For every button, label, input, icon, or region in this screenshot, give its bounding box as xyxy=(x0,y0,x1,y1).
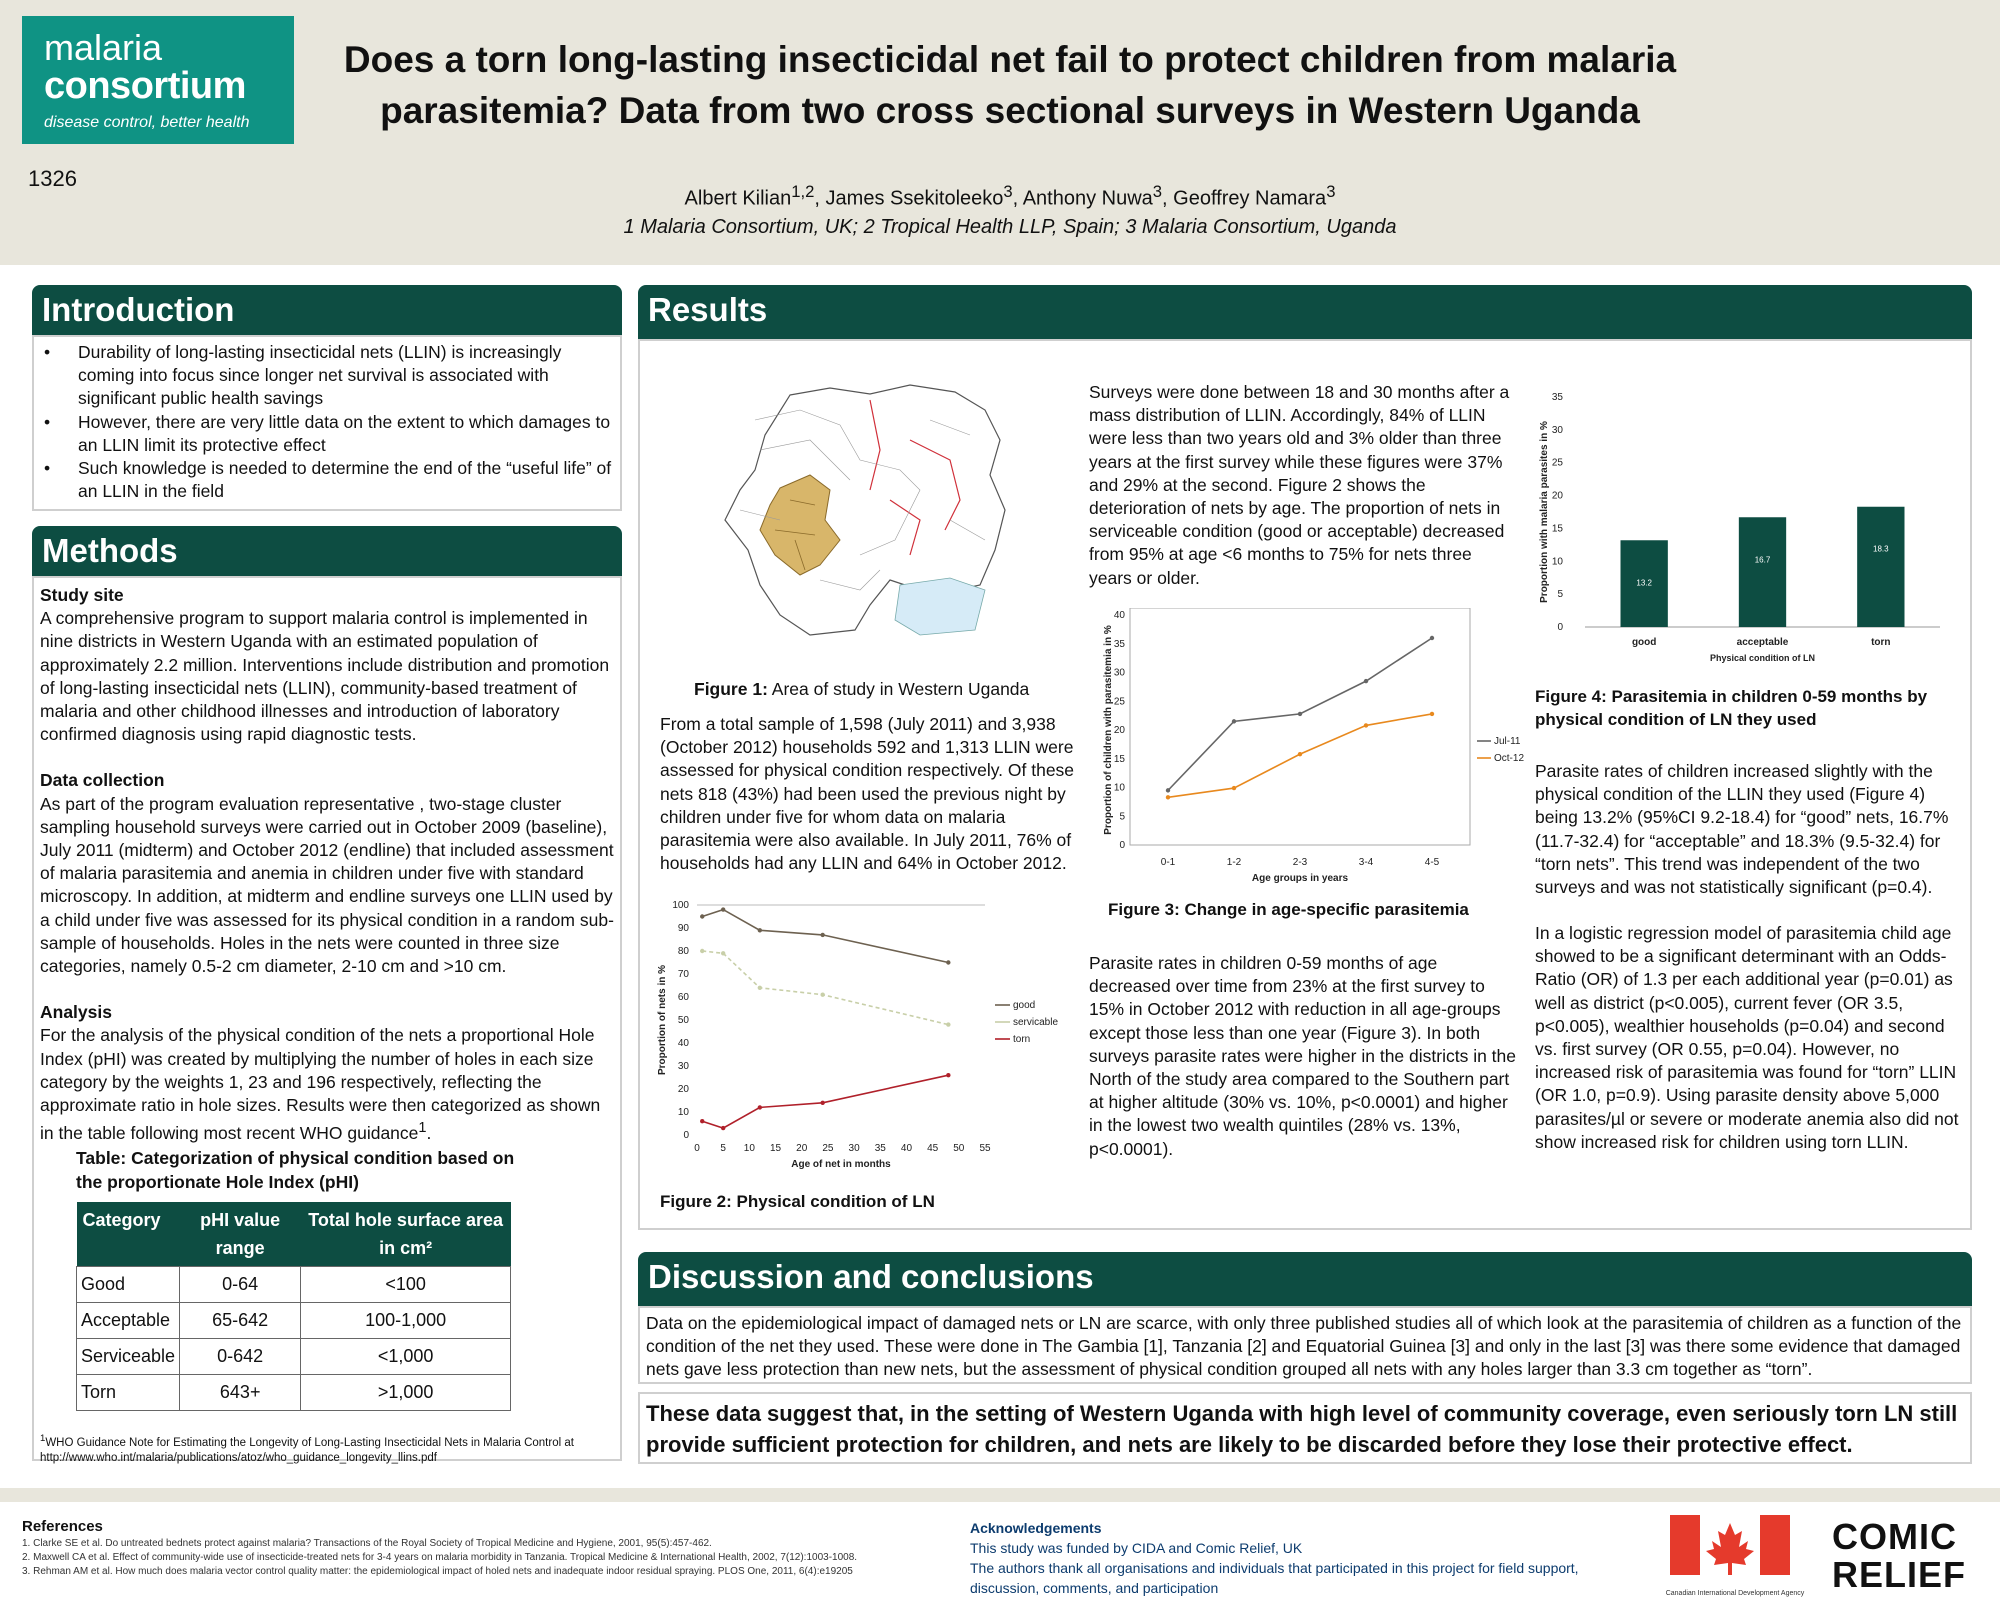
fig2-y-tick: 70 xyxy=(677,969,689,980)
discussion-text: Data on the epidemiological impact of damaged nets or LN are scarce, with only three published studies all of which look at the parasitemia of children as a function of the condition of the net they used. These were done in The Gambia [1], Tanzania [2] and Equatorial Guinea [3] and only in the last [3] was there some evidence that damaged nets gave less protection than new nets, but the assessment of physical condition grouped all nets with any holes larger than 3.3 cm together as “torn”. xyxy=(638,1306,1972,1384)
results-sample-text: From a total sample of 1,598 (July 2011) and 3,938 (October 2012) households 592 and 1,313 LLIN were assessed for physical condition respectively. Of these nets 818 (43%) had been used the previous night by children under five for whom data on malaria parasitemia were also available. In July 2011, 76% of households had any LLIN and 64% in October 2012. xyxy=(660,714,1075,874)
author-name: Albert Kilian xyxy=(684,187,792,210)
fig2-x-tick: 15 xyxy=(769,1143,782,1154)
data-collection-heading: Data collection xyxy=(40,770,165,791)
fig2-x-label: Age of net in months xyxy=(791,1159,891,1170)
figure2-chart xyxy=(650,890,1070,1175)
author-separator: , xyxy=(1012,187,1023,210)
introduction-bullet: • Such knowledge is needed to determine the end of the “useful life” of an LLIN in the field xyxy=(38,457,614,503)
author-name: Anthony Nuwa xyxy=(1022,187,1153,210)
author-affiliation-ref: 1,2 xyxy=(791,182,815,201)
fig4-data-label: 16.7 xyxy=(1754,555,1771,565)
comic-relief-line2: RELIEF xyxy=(1832,1554,1967,1595)
fig2-point-torn xyxy=(721,1126,725,1130)
fig2-x-tick: 25 xyxy=(822,1143,834,1154)
fig2-series-line-torn xyxy=(702,1075,948,1128)
fig2-point-torn xyxy=(700,1119,704,1123)
figure1-label: Figure 1: xyxy=(694,679,768,699)
introduction-bullet: • However, there are very little data on the extent to which damages to an LLIN limit its protective effect xyxy=(38,411,614,457)
fig2-series-line-servicable xyxy=(702,951,948,1025)
fig4-x-tick: acceptable xyxy=(1736,637,1789,648)
author-separator: , xyxy=(1162,187,1174,210)
fig2-x-tick: 5 xyxy=(720,1143,726,1154)
table-row xyxy=(77,1266,511,1302)
fig2-y-tick: 30 xyxy=(677,1061,689,1072)
introduction-heading: Introduction xyxy=(32,285,622,335)
canada-flag-icon xyxy=(1660,1515,1800,1585)
fig3-plot-frame xyxy=(1130,608,1470,845)
references-heading: References xyxy=(22,1518,103,1535)
acknowledgements-block xyxy=(970,1518,1650,1598)
author-affiliation-ref: 3 xyxy=(1326,182,1336,201)
fig4-x-tick: good xyxy=(1631,637,1657,648)
analysis-heading: Analysis xyxy=(40,1002,112,1023)
fig4-y-tick: 0 xyxy=(1557,622,1563,633)
categorization-table xyxy=(76,1202,511,1411)
table-cell: <1,000 xyxy=(301,1338,511,1374)
table-cell: 0-642 xyxy=(180,1338,301,1374)
fig3-point-Oct-12 xyxy=(1430,712,1434,716)
introduction-bullets xyxy=(38,341,614,503)
discussion-section xyxy=(638,1252,1972,1464)
fig3-y-tick: 30 xyxy=(1113,667,1125,679)
fig2-x-tick: 40 xyxy=(900,1143,913,1154)
fig2-y-tick: 80 xyxy=(677,946,689,957)
fig4-y-label: Proportion with malaria parasites in % xyxy=(1539,421,1550,603)
fig3-y-tick: 15 xyxy=(1113,753,1125,765)
fig4-data-label: 18.3 xyxy=(1873,544,1889,554)
table-cell: 643+ xyxy=(180,1374,301,1410)
reference-item: 3. Rehman AM et al. How much does malaria vector control quality matter: the epidemiological impact of holed nets and inadequate indoor residual spraying. PLOS One, 2011, 6(4):e19205 xyxy=(22,1566,853,1577)
fig3-x-label: Age groups in years xyxy=(1251,873,1349,884)
reference-list xyxy=(22,1537,972,1579)
fig3-y-tick: 0 xyxy=(1119,840,1125,851)
fig2-point-servicable xyxy=(700,949,704,953)
fig3-x-tick: 4-5 xyxy=(1424,857,1440,868)
fig2-point-servicable xyxy=(946,1022,950,1026)
fig2-point-servicable xyxy=(721,951,725,955)
fig2-x-tick: 55 xyxy=(979,1143,991,1154)
analysis-body: For the analysis of the physical condition of the nets a proportional Hole Index (pHI) was created by multiplying the number of holes in each size category by the weights 1, 23 and 196 respectively, reflecting the approximate ratio in hole sizes. Results were then categorized as shown in the table following most recent WHO guidance xyxy=(40,1025,601,1144)
conclusion-text: These data suggest that, in the setting of Western Uganda with high level of community coverage, even seriously torn LN still provide sufficient protection for children, and nets are likely to be discarded before they lose their protective effect. xyxy=(638,1392,1972,1464)
introduction-bullet: • Durability of long-lasting insecticidal nets (LLIN) is increasingly coming into focus since longer net survival is associated with significant public health savings xyxy=(38,341,614,411)
analysis-footnote-ref: 1 xyxy=(418,1120,427,1137)
author-affiliation-ref: 3 xyxy=(1152,182,1163,201)
fig4-y-tick: 25 xyxy=(1551,457,1563,469)
fig2-y-tick: 90 xyxy=(677,923,689,934)
fig3-point-Oct-12 xyxy=(1298,752,1302,756)
fig2-x-tick: 35 xyxy=(874,1143,886,1154)
data-collection-text: As part of the program evaluation representative , two-stage cluster sampling household surveys were carried out in October 2009 (baseline), July 2011 (midterm) and October 2012 (endline) that included assessment of malaria parasitemia and anemia in children under five with standard microscopy. In addition, at midterm and endline surveys one LLIN used by a child under five was assessed for its physical condition in a random sub-sample of households. Holes in the nets were counted in three size categories, namely 0.5-2 cm diameter, 2-10 cm and >10 cm. xyxy=(40,793,614,977)
fig3-point-Jul-11 xyxy=(1232,719,1236,723)
fig4-y-tick: 15 xyxy=(1551,523,1563,535)
fig4-data-label: 13.2 xyxy=(1636,578,1652,588)
fig2-series-line-good xyxy=(702,910,948,963)
table-cell: Serviceable xyxy=(77,1338,180,1374)
malaria-consortium-logo xyxy=(22,16,294,144)
author-name: James Ssekitoleeko xyxy=(825,187,1004,210)
fig2-y-tick: 50 xyxy=(677,1015,689,1026)
fig4-y-tick: 30 xyxy=(1551,424,1563,436)
fig2-point-servicable xyxy=(758,986,762,990)
author-list xyxy=(300,178,1720,213)
lake-victoria xyxy=(895,578,985,635)
footnote-marker: 1 xyxy=(40,1432,46,1444)
fig2-point-good xyxy=(758,928,762,932)
table-cell: 0-64 xyxy=(180,1266,301,1302)
introduction-section xyxy=(32,285,622,511)
fig3-x-tick: 1-2 xyxy=(1226,857,1242,868)
analysis-text: For the analysis of the physical condition of the nets a proportional Hole Index (pHI) was created by multiplying the number of holes in each size category by the weights 1, 23 and 196 respectively, reflecting the approximate ratio in hole sizes. Results were then categorized as shown in the table following most recent WHO guidance$^1$. xyxy=(40,1025,601,1144)
fig2-x-tick: 0 xyxy=(694,1143,700,1154)
fig2-point-torn xyxy=(758,1105,762,1109)
fig3-point-Jul-11 xyxy=(1298,712,1302,716)
fig3-point-Oct-12 xyxy=(1232,786,1236,790)
fig3-y-tick: 35 xyxy=(1113,638,1125,650)
figure1-caption xyxy=(694,679,1029,700)
title-line1: Does a torn long-lasting insecticidal net fail to protect children from malaria xyxy=(343,39,1677,80)
fig3-point-Jul-11 xyxy=(1166,788,1170,792)
table-cell: Torn xyxy=(77,1374,180,1410)
fig2-y-label: Proportion of nets in % xyxy=(657,965,668,1075)
fig3-y-tick: 40 xyxy=(1113,610,1125,621)
comic-relief-logo xyxy=(1832,1518,1982,1594)
results-surveys-text: Surveys were done between 18 and 30 months after a mass distribution of LLIN. Accordingly, 84% of LLIN were less than two years old and 3% older than three years at the first survey while these figures were 37% and 29% at the second. Figure 2 shows the deterioration of nets by age. The proportion of nets in serviceable condition (good or acceptable) decreased from 95% at age <6 months to 75% for nets three years or older. xyxy=(1089,382,1510,588)
logo-line1: malaria xyxy=(44,27,163,68)
comic-relief-line1: COMIC xyxy=(1832,1516,1957,1557)
authors-block xyxy=(300,178,1720,241)
title-line2: parasitemia? Data from two cross sectional surveys in Western Uganda xyxy=(380,90,1640,131)
fig3-point-Jul-11 xyxy=(1430,636,1434,640)
table-row xyxy=(77,1338,511,1374)
fig2-y-tick: 20 xyxy=(677,1084,689,1095)
author-affiliation-ref: 3 xyxy=(1003,182,1013,201)
author-name: Geoffrey Namara xyxy=(1173,187,1327,210)
fig3-point-Jul-11 xyxy=(1364,679,1368,683)
author-separator: , xyxy=(814,187,826,210)
table-cell: Good xyxy=(77,1266,180,1302)
fig3-x-tick: 2-3 xyxy=(1292,857,1308,868)
fig3-y-tick: 25 xyxy=(1113,696,1125,708)
table-cell: 100-1,000 xyxy=(301,1302,511,1338)
discussion-heading: Discussion and conclusions xyxy=(638,1252,1972,1306)
fig2-point-good xyxy=(946,960,950,964)
figure4-chart xyxy=(1535,385,1955,675)
fig4-x-label: Physical condition of LN xyxy=(1709,653,1816,663)
affiliations: 1 Malaria Consortium, UK; 2 Tropical Health LLP, Spain; 3 Malaria Consortium, Uganda xyxy=(623,215,1397,238)
results-heading: Results xyxy=(638,285,1972,339)
logo-line2: consortium xyxy=(44,65,246,107)
cida-label: Canadian International Development Agency xyxy=(1665,1590,1805,1597)
fig2-point-good xyxy=(721,907,725,911)
fig2-x-tick: 10 xyxy=(743,1143,755,1154)
figure2-caption: Figure 2: Physical condition of LN xyxy=(660,1192,935,1211)
fig2-y-tick: 60 xyxy=(677,992,689,1003)
acknowledgements-heading: Acknowledgements xyxy=(970,1520,1102,1536)
fig4-y-tick: 35 xyxy=(1551,392,1563,403)
table-header-cell: pHI value range xyxy=(180,1202,301,1267)
fig2-x-tick: 50 xyxy=(953,1143,965,1154)
fig2-legend-label: servicable xyxy=(1013,1017,1059,1028)
acknowledgements-line1: This study was funded by CIDA and Comic Relief, UK xyxy=(970,1540,1303,1556)
fig2-legend-label: good xyxy=(1013,1000,1036,1011)
fig2-x-tick: 45 xyxy=(927,1143,939,1154)
table-header-cell: Total hole surface area in cm² xyxy=(301,1202,511,1267)
fig3-legend-label: Jul-11 xyxy=(1494,736,1521,747)
fig4-y-tick: 20 xyxy=(1551,490,1563,502)
results-logistic-text: In a logistic regression model of parasitemia child age showed to be a significant determinant with an Odds-Ratio (OR) of 1.3 per each additional year (p=0.01) as well as district (p<0.005), current fever (OR 3.5, p<0.005), wealthier households (p=0.04) and second vs. first survey (OR 0.55, p=0.04). However, no increased risk of parasitemia was found for “torn” LLIN (OR 1.0, p=0.9). Using parasite density above 5,000 parasites/µl or severe or moderate anemia also did not show increased risk for children using torn LLIN. xyxy=(1535,923,1959,1152)
results-parasite-text: Parasite rates in children 0-59 months of age decreased over time from 23% at the first survey to 15% in October 2012 with reduction in all age-groups except those less than one year (Figure 3). In both surveys parasite rates were higher in the districts in the North of the study area compared to the Southern part at higher altitude (30% vs. 10%, p<0.0001) and higher in the lowest two wealth quintiles (28% vs. 13%, p<0.0001). xyxy=(1089,953,1516,1159)
study-site-text: A comprehensive program to support malaria control is implemented in nine districts in Western Uganda with an estimated population of approximately 2.2 million. Interventions include distribution and promotion of long-lasting insecticidal nets (LLIN), community-based treatment of malaria and other childhood illnesses and introduction of laboratory confirmed diagnosis using rapid diagnostic tests. xyxy=(40,608,610,745)
table-row xyxy=(77,1302,511,1338)
footnote xyxy=(40,1431,600,1466)
fig2-y-tick: 100 xyxy=(672,900,689,911)
fig4-x-tick: torn xyxy=(1871,637,1891,648)
fig2-y-tick: 10 xyxy=(677,1107,689,1118)
figure4-caption: Figure 4: Parasitemia in children 0-59 months by physical condition of LN they used xyxy=(1535,687,1928,729)
fig3-point-Oct-12 xyxy=(1166,795,1170,799)
results-fig4-text: Parasite rates of children increased slightly with the physical condition of the LLIN they used (Figure 4) being 13.2% (95%CI 9.2-18.4) for “good” nets, 16.7% (11.7-32.4) for “acceptable” and 18.3% (9.5-32.4) for “torn nets”. This trend was independent of the two surveys and was not statistically significant (p=0.4). xyxy=(1535,761,1949,898)
fig3-x-tick: 3-4 xyxy=(1358,857,1374,868)
uganda-map xyxy=(720,380,1020,645)
table-header-cell: Category xyxy=(77,1202,180,1267)
fig4-bar-acceptable xyxy=(1739,517,1786,627)
fig4-y-tick: 5 xyxy=(1557,589,1563,601)
fig2-legend-label: torn xyxy=(1013,1034,1031,1045)
acknowledgements-line2: The authors thank all organisations and individuals that participated in this project for field support, discussion, comments, and participation xyxy=(970,1560,1579,1596)
fig3-y-tick: 10 xyxy=(1113,782,1125,794)
study-site-heading: Study site xyxy=(40,585,124,605)
table-cell: Acceptable xyxy=(77,1302,180,1338)
fig2-y-tick: 40 xyxy=(677,1038,689,1049)
table-cell: <100 xyxy=(301,1266,511,1302)
fig2-y-tick: 0 xyxy=(683,1130,689,1141)
fig2-point-torn xyxy=(946,1073,950,1077)
fig3-point-Oct-12 xyxy=(1364,723,1368,727)
fig3-y-tick: 20 xyxy=(1113,725,1125,736)
table-header-row xyxy=(77,1202,511,1267)
fig2-point-good xyxy=(820,933,824,937)
fig3-x-tick: 0-1 xyxy=(1160,857,1176,868)
fig4-y-tick: 10 xyxy=(1551,556,1563,568)
figure3-caption: Figure 3: Change in age-specific parasitemia xyxy=(1108,900,1469,919)
fig3-legend-label: Oct-12 xyxy=(1494,753,1525,764)
figure1-text: Area of study in Western Uganda xyxy=(767,679,1030,699)
reference-item: 2. Maxwell CA et al. Effect of community-wide use of insecticide-treated nets for 3-4 years on malaria morbidity in Tanzania. Tropical Medicine & International Health, 2002, 7(12):1003-1008. xyxy=(22,1552,858,1563)
methods-section xyxy=(32,526,622,1466)
methods-heading: Methods xyxy=(32,526,622,576)
table-cell: 65-642 xyxy=(180,1302,301,1338)
logo-tagline: disease control, better health xyxy=(44,114,250,131)
fig2-point-torn xyxy=(820,1101,824,1105)
reference-item: 1. Clarke SE et al. Do untreated bednets protect against malaria? Transactions of the Royal Society of Tropical Medicine and Hygiene, 2001, 95(5):457-462. xyxy=(22,1538,712,1549)
fig2-x-tick: 30 xyxy=(848,1143,860,1154)
references-block xyxy=(22,1518,972,1579)
footnote-text: WHO Guidance Note for Estimating the Longevity of Long-Lasting Insecticidal Nets in Malaria Control at http://www.who.int/malaria/publications/atoz/who_guidance_longevity_llins.pdf xyxy=(40,1436,574,1464)
fig2-point-good xyxy=(700,914,704,918)
fig4-bar-torn xyxy=(1857,507,1904,627)
cida-logo xyxy=(1660,1515,1820,1595)
fig3-y-tick: 5 xyxy=(1119,811,1125,823)
table-row xyxy=(77,1374,511,1410)
poster-title xyxy=(300,34,1720,136)
fig2-x-tick: 20 xyxy=(796,1143,808,1154)
table-cell: >1,000 xyxy=(301,1374,511,1410)
figure3-chart xyxy=(1095,608,1535,893)
fig2-point-servicable xyxy=(820,993,824,997)
fig3-y-label: Proportion of children with parasitemia in % xyxy=(1103,625,1114,835)
poster-number: 1326 xyxy=(28,166,77,191)
table-caption: Table: Categorization of physical condition based on the proportionate Hole Index (pHI) xyxy=(76,1148,515,1192)
